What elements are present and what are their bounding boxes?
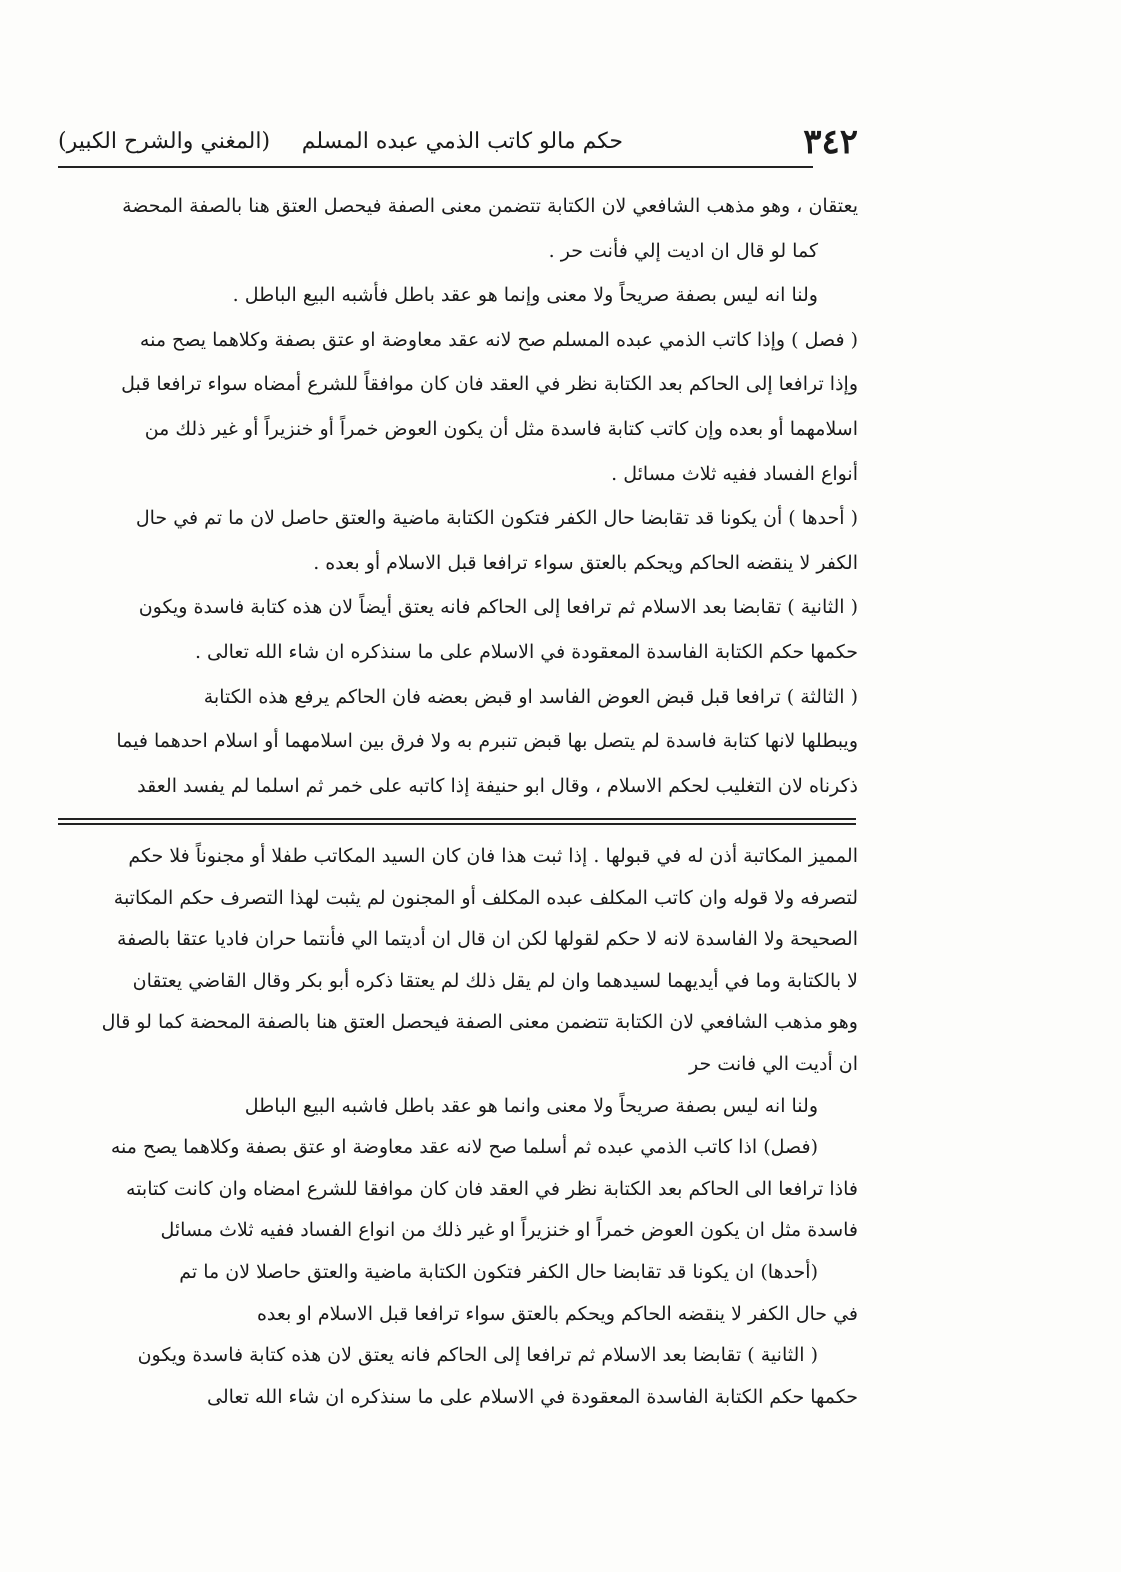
text-line: وإذا ترافعا إلى الحاكم بعد الكتابة نظر في العقد فان كان موافقاً للشرع أمضاه سواء ترافعا قبل xyxy=(121,373,858,396)
commentary-text-block xyxy=(58,836,858,1418)
text-line: ( الثالثة ) ترافعا قبل قبض العوض الفاسد او قبض بعضه فان الحاكم يرفع هذه الكتابة xyxy=(203,685,858,708)
text-line: ولنا انه ليس بصفة صريحاً ولا معنى وإنما هو عقد باطل فأشبه البيع الباطل . xyxy=(232,284,818,307)
text-line: لا بالكتابة وما في أيديهما لسيدهما وان لم يقل ذلك لم يعتقا ذكره أبو بكر وقال القاضي يعتقان xyxy=(132,969,858,992)
text-line: حكمها حكم الكتابة الفاسدة المعقودة في الاسلام على ما سنذكره ان شاء الله تعالى xyxy=(207,1385,858,1408)
main-text-block xyxy=(58,184,858,808)
text-line: حكمها حكم الكتابة الفاسدة المعقودة في الاسلام على ما سنذكره ان شاء الله تعالى . xyxy=(194,640,858,663)
book-title: (المغني والشرح الكبير) xyxy=(58,129,271,154)
text-line: فاذا ترافعا الى الحاكم بعد الكتابة نظر في العقد فان كان موافقا للشرع امضاه وان كانت كتابته xyxy=(126,1177,858,1200)
text-line: ( فصل ) وإذا كاتب الذمي عبده المسلم صح لانه عقد معاوضة او عتق بصفة وكلاهما يصح منه xyxy=(139,328,858,351)
text-line: ( أحدها ) أن يكونا قد تقابضا حال الكفر فتكون الكتابة ماضية والعتق حاصل لان ما تم في حال xyxy=(135,507,858,530)
text-line: (أحدها) ان يكونا قد تقابضا حال الكفر فتكون الكتابة ماضية والعتق حاصلا لان ما تم xyxy=(179,1260,818,1283)
text-line: المميز المكاتبة أذن له في قبولها . إذا ثبت هذا فان كان السيد المكاتب طفلا أو مجنوناً فلا حكم xyxy=(128,845,858,867)
section-divider xyxy=(58,823,856,825)
text-line: ولنا انه ليس بصفة صريحاً ولا معنى وانما هو عقد باطل فاشبه البيع الباطل xyxy=(244,1094,818,1117)
text-line: الصحيحة ولا الفاسدة لانه لا حكم لقولها لكن ان قال ان أديتما الي فأنتما حران فاديا عتقا بالصفة xyxy=(116,928,858,951)
text-line: (فصل) اذا كاتب الذمي عبده ثم أسلما صح لانه عقد معاوضة او عتق بصفة وكلاهما يصح منه xyxy=(110,1136,818,1159)
text-line: ( الثانية ) تقابضا بعد الاسلام ثم ترافعا إلى الحاكم فانه يعتق أيضاً لان هذه كتابة فاسدة ويكون xyxy=(138,596,858,619)
text-line: وهو مذهب الشافعي لان الكتابة تتضمن معنى الصفة فيحصل العتق هنا بالصفة المحضة كما لو قال xyxy=(101,1011,858,1034)
text-line: ( الثانية ) تقابضا بعد الاسلام ثم ترافعا إلى الحاكم فانه يعتق لان هذه كتابة فاسدة ويكون xyxy=(137,1344,818,1367)
section-divider xyxy=(58,818,856,820)
text-line: ذكرناه لان التغليب لحكم الاسلام ، وقال ابو حنيفة إذا كاتبه على خمر ثم اسلما لم يفسد العقد xyxy=(137,774,858,797)
text-line: اسلامهما أو بعده وإن كاتب كتابة فاسدة مثل أن يكون العوض خمراً أو خنزيراً أو غير ذلك من xyxy=(144,417,858,440)
text-line: كما لو قال ان اديت إلي فأنت حر . xyxy=(548,239,818,262)
text-line: الكفر لا ينقضه الحاكم ويحكم بالعتق سواء ترافعا قبل الاسلام أو بعده . xyxy=(313,551,858,574)
text-line: ان أديت الي فانت حر xyxy=(688,1052,858,1075)
header-rule xyxy=(58,166,813,168)
page-title: حكم مالو كاتب الذمي عبده المسلم xyxy=(301,129,623,154)
page-header xyxy=(58,122,858,162)
text-line: في حال الكفر لا ينقضه الحاكم ويحكم بالعتق سواء ترافعا قبل الاسلام او بعده xyxy=(256,1302,858,1325)
text-line: فاسدة مثل ان يكون العوض خمراً او خنزيراً او غير ذلك من انواع الفساد ففيه ثلاث مسائل xyxy=(160,1219,858,1242)
page-number: ٣٤٢ xyxy=(803,122,858,162)
text-line: لتصرفه ولا قوله وان كاتب المكلف عبده المكلف أو المجنون لم يثبت لهذا التصرف حكم المكاتبة xyxy=(113,886,858,909)
text-line: أنواع الفساد ففيه ثلاث مسائل . xyxy=(611,462,858,485)
text-line: يعتقان ، وهو مذهب الشافعي لان الكتابة تتضمن معنى الصفة فيحصل العتق هنا بالصفة المحضة xyxy=(122,195,858,217)
text-line: ويبطلها لانها كتابة فاسدة لم يتصل بها قبض تنبرم به ولا فرق بين اسلامهما أو اسلام احدهما فيما xyxy=(116,730,858,753)
